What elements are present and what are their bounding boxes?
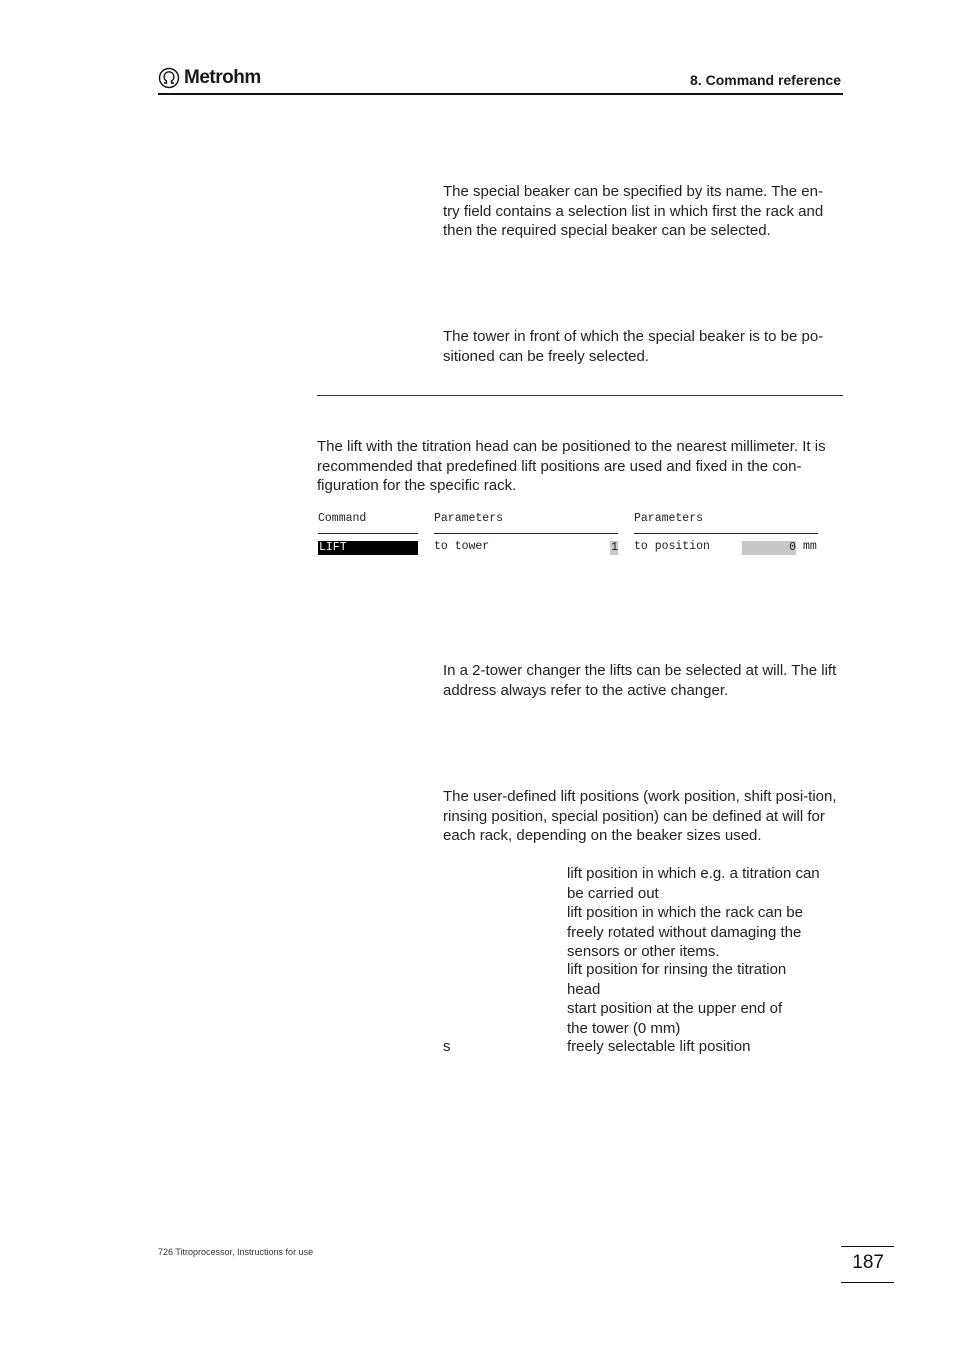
definition-line: freely rotated without damaging the	[567, 923, 802, 941]
parameters-header-rule-2	[634, 533, 818, 534]
definition-line: sensors or other items.	[567, 943, 720, 960]
parameters-header-1: Parameters	[434, 512, 504, 525]
tower-value-field[interactable]: 1	[611, 541, 618, 554]
command-name: LIFT	[319, 541, 347, 554]
param2-label: to position	[634, 540, 710, 553]
page-number: 187	[852, 1252, 884, 1273]
definition-term-special: s	[443, 1038, 451, 1055]
brand-name: Metrohm	[184, 67, 261, 88]
footer-document-title: 726 Titroprocessor, Instructions for use	[158, 1247, 314, 1257]
position-unit: mm	[803, 540, 817, 553]
two-tower-paragraph: In a 2-tower changer the lifts can be selected at will. The lift address always refer to the active changer.	[443, 662, 837, 699]
special-beaker-paragraph: The special beaker can be specified by its name. The en-try field contains a selection list in which first the rack and then the required special beaker can be selected.	[443, 183, 824, 239]
parameters-header-2: Parameters	[634, 512, 704, 525]
definition-line: be carried out	[567, 884, 659, 902]
parameters-header-rule-1	[434, 533, 618, 534]
lift-intro-paragraph: The lift with the titration head can be positioned to the nearest millimeter. It is recommended that predefined lift positions are used and fixed in the con-figuration for the specific rack.	[317, 438, 826, 494]
definition-line: start position at the upper end of	[567, 1000, 783, 1017]
definition-shift-position	[567, 903, 837, 962]
definition-line: head	[567, 980, 601, 998]
user-defined-paragraph: The user-defined lift positions (work position, shift posi-tion, rinsing position, special position) can be defined at will for each rack, depending on the beaker sizes used.	[443, 788, 837, 844]
position-value-field[interactable]: 0	[742, 541, 796, 555]
definition-line: lift position for rinsing the titration	[567, 961, 787, 978]
page-number-box	[841, 1246, 894, 1283]
definition-line: lift position in which the rack can be	[567, 904, 803, 921]
definition-rinsing-position	[567, 960, 837, 999]
brand-logo	[158, 66, 261, 90]
definition-special-position	[567, 1037, 837, 1057]
command-header-rule	[318, 533, 418, 534]
definition-start-position	[567, 999, 837, 1038]
header-rule	[158, 93, 843, 95]
definition-work-position	[567, 864, 837, 903]
definition-line: lift position in which e.g. a titration can	[567, 865, 820, 882]
command-cell	[318, 541, 418, 555]
param1-label: to tower	[434, 540, 490, 553]
section-title: 8. Command reference	[690, 72, 841, 88]
tower-paragraph: The tower in front of which the special beaker is to be po-sitioned can be freely selected.	[443, 328, 824, 365]
definition-line: freely selectable lift position	[567, 1038, 751, 1055]
metrohm-omega-icon	[158, 67, 180, 89]
definition-line: the tower (0 mm)	[567, 1019, 681, 1037]
section-divider	[317, 395, 843, 396]
command-header: Command	[318, 512, 367, 525]
